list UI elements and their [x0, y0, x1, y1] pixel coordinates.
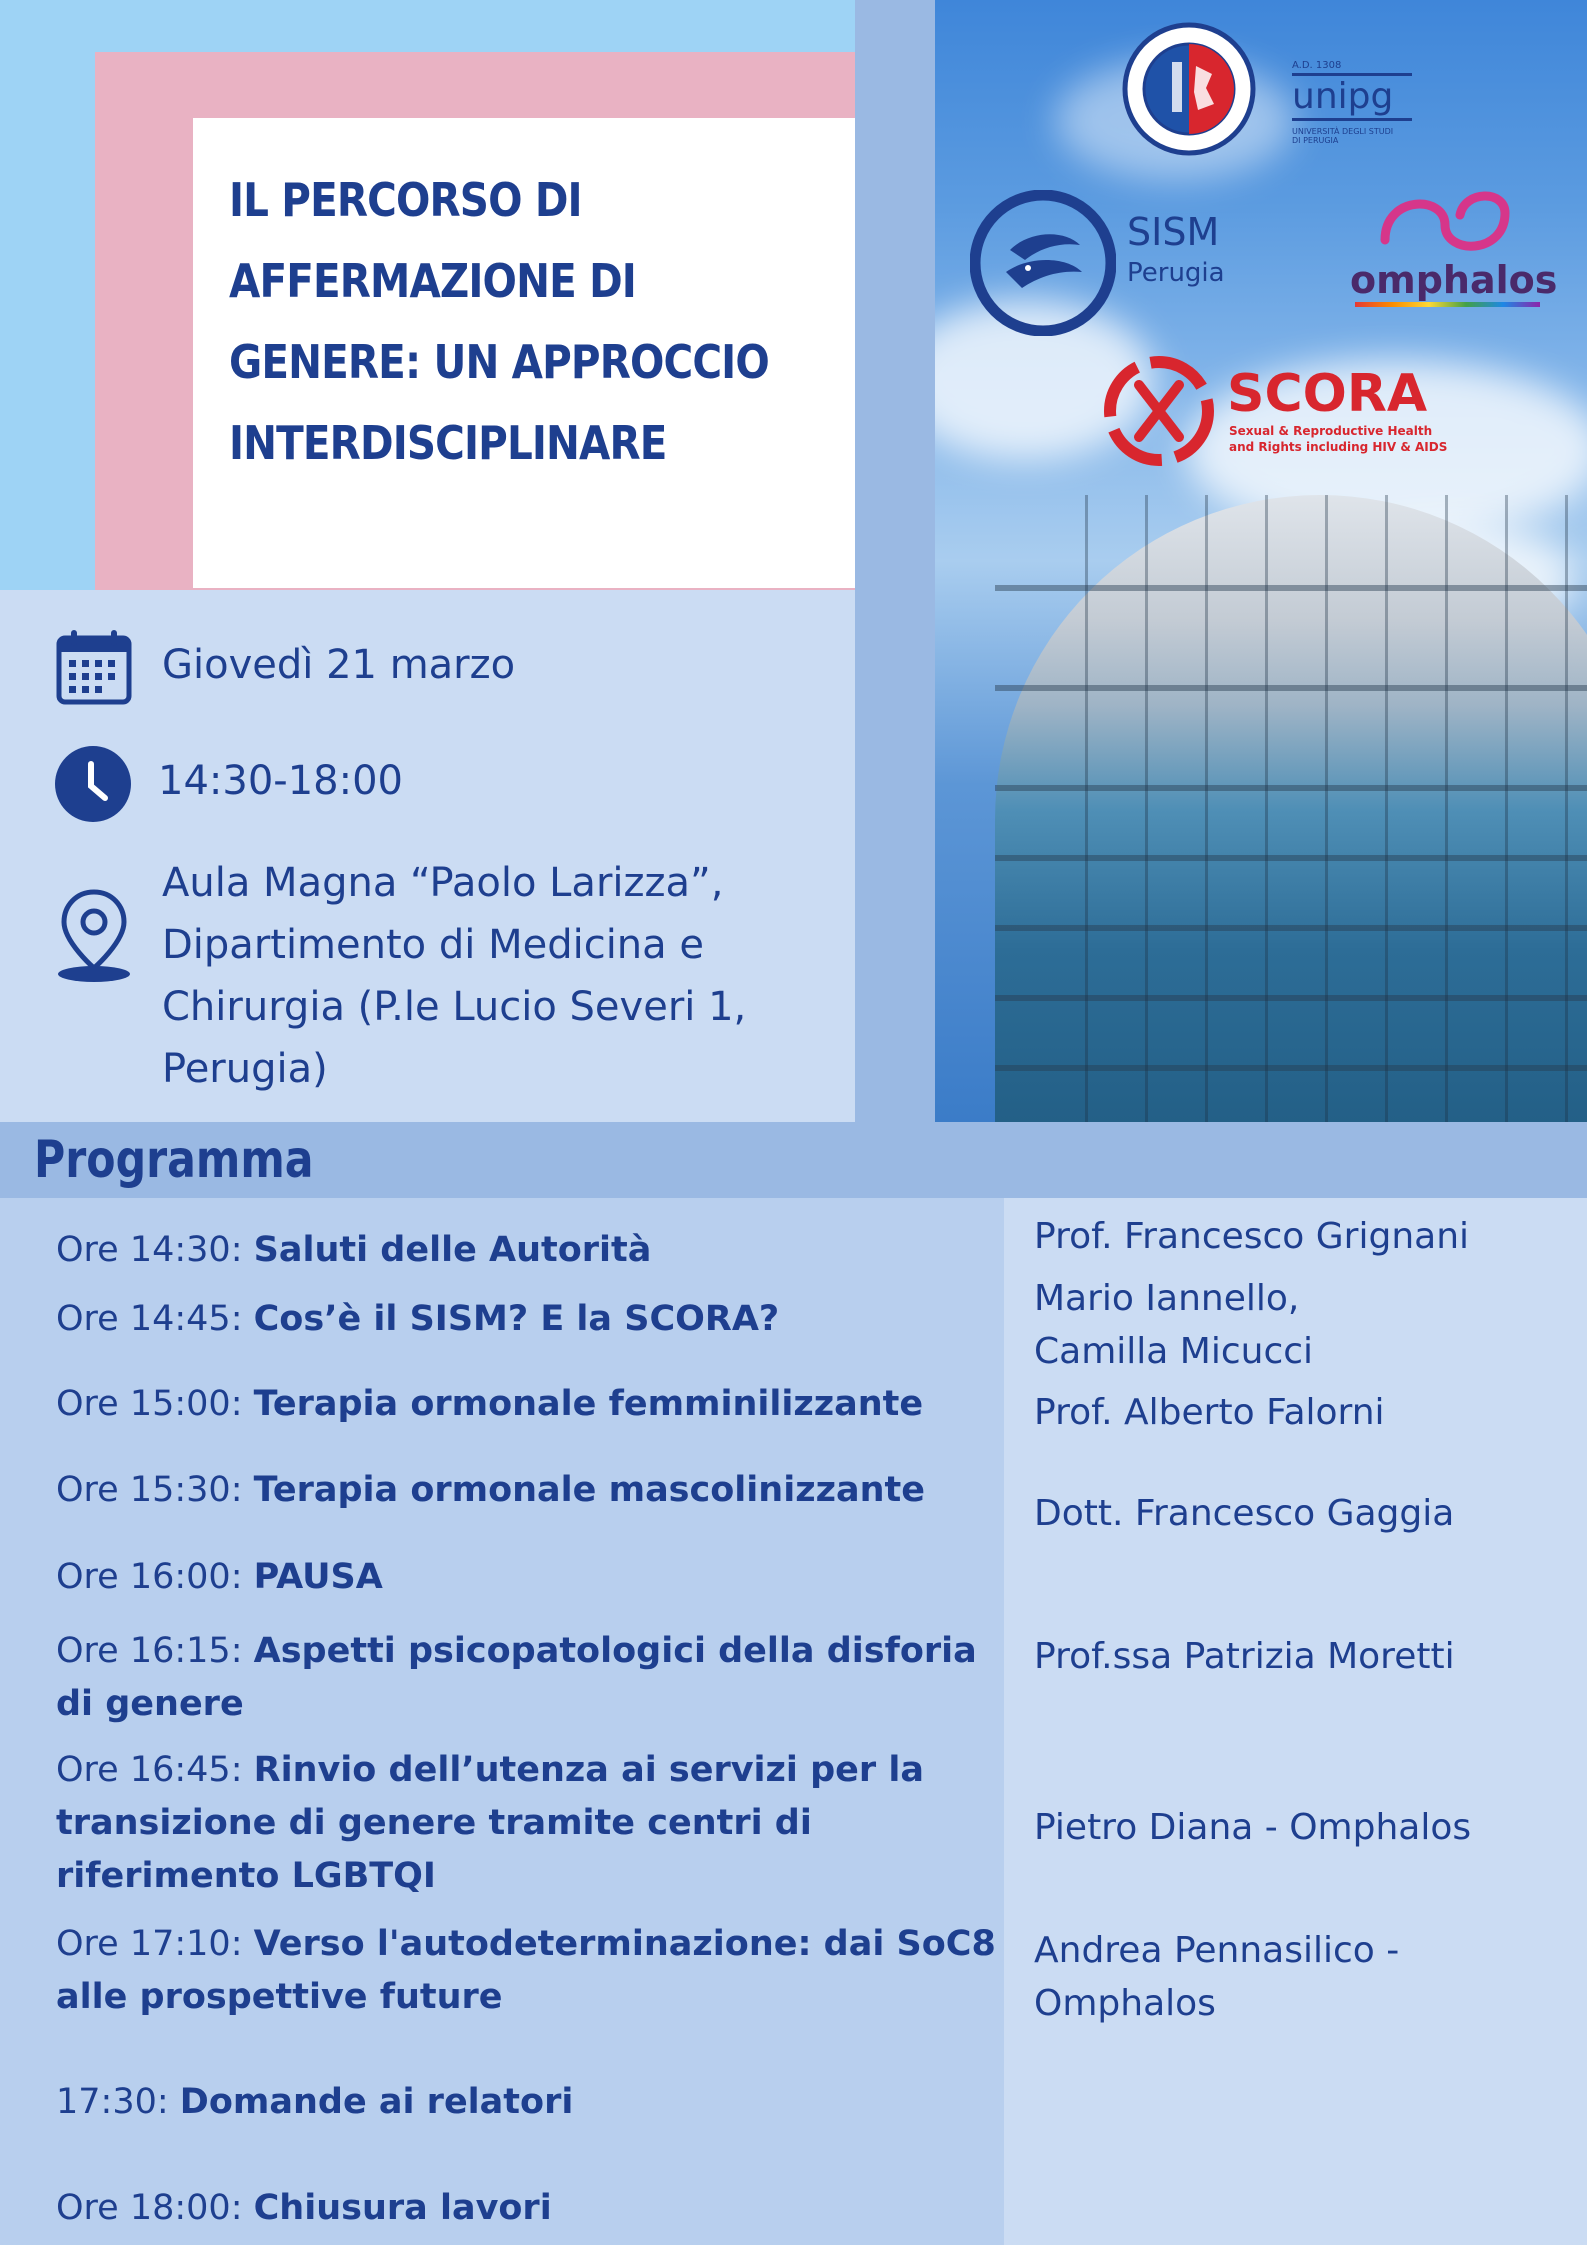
- event-title: IL PERCORSO DI AFFERMAZIONE DI GENERE: UN APPROCCIO INTERDISCIPLINARE: [229, 173, 769, 470]
- title-box: [193, 118, 855, 588]
- sism-name: SISM: [1127, 210, 1220, 254]
- schedule-item: [56, 1625, 1001, 1731]
- speaker-name: Pietro Diana - Omphalos: [1034, 1807, 1472, 1848]
- sism-city: Perugia: [1127, 258, 1225, 288]
- sism-logo: [970, 190, 1116, 336]
- divider-column: [855, 0, 935, 1122]
- schedule-item: [56, 1918, 1001, 2024]
- unipg-subtitle: UNIVERSITÀ DEGLI STUDI: [1292, 127, 1394, 136]
- schedule-item: [56, 1464, 1001, 1517]
- schedule-topic: Aspetti psicopatologici della disforia di genere: [56, 1631, 977, 1724]
- calendar-icon: [55, 628, 133, 706]
- omphalos-wordmark: omphalos: [1350, 258, 1558, 302]
- building-shape: [995, 495, 1587, 1122]
- speaker-name: Prof.ssa Patrizia Moretti: [1034, 1636, 1455, 1677]
- schedule-item: [56, 1224, 1001, 1277]
- speaker-name: Omphalos: [1034, 1983, 1216, 2024]
- schedule-time: Ore 18:00:: [56, 2188, 254, 2228]
- speaker-name: Mario Iannello,: [1034, 1278, 1300, 1319]
- unipg-logo: [1292, 60, 1432, 145]
- schedule-item: [56, 2076, 1001, 2129]
- schedule-topic: Terapia ormonale mascolinizzante: [253, 1470, 925, 1510]
- schedule-item: [56, 1378, 1001, 1431]
- event-location: [162, 852, 746, 1100]
- location-line: Perugia): [162, 1046, 328, 1092]
- program-heading: Programma: [34, 1130, 314, 1190]
- omphalos-symbol: [1375, 185, 1525, 255]
- schedule-item: [56, 1551, 1001, 1604]
- speaker-name: Prof. Francesco Grignani: [1034, 1216, 1470, 1257]
- schedule-topic: Rinvio dell’utenza ai servizi per la transizione di genere tramite centri di riferimento LGBTQI: [56, 1750, 924, 1896]
- unipg-subtitle: DI PERUGIA: [1292, 136, 1339, 145]
- speaker-name: Andrea Pennasilico -: [1034, 1930, 1400, 1971]
- location-line: Aula Magna “Paolo Larizza”,: [162, 860, 724, 906]
- speaker-name: Prof. Alberto Falorni: [1034, 1392, 1385, 1433]
- event-date: Giovedì 21 marzo: [162, 642, 516, 688]
- university-seal-logo: [1122, 22, 1256, 156]
- speaker-name: Dott. Francesco Gaggia: [1034, 1493, 1455, 1534]
- schedule-time: Ore 17:10:: [56, 1924, 254, 1964]
- clock-icon: [55, 746, 131, 822]
- info-panel: [0, 590, 855, 1122]
- location-line: Chirurgia (P.le Lucio Severi 1,: [162, 984, 747, 1030]
- schedule-topic: Cos’è il SISM? E la SCORA?: [253, 1299, 780, 1339]
- schedule-time: 17:30:: [56, 2082, 180, 2122]
- event-time: 14:30-18:00: [158, 758, 403, 804]
- schedule-time: Ore 14:45:: [56, 1299, 254, 1339]
- schedule-time: Ore 16:45:: [56, 1750, 254, 1790]
- schedule-topic: PAUSA: [253, 1557, 383, 1597]
- location-line: Dipartimento di Medicina e: [162, 922, 704, 968]
- omphalos-rainbow-bar: [1355, 302, 1540, 307]
- schedule-topic: Saluti delle Autorità: [253, 1230, 652, 1270]
- schedule-time: Ore 15:00:: [56, 1384, 254, 1424]
- schedule-topic: Chiusura lavori: [253, 2188, 552, 2228]
- schedule-time: Ore 14:30:: [56, 1230, 254, 1270]
- schedule-topic: Domande ai relatori: [179, 2082, 574, 2122]
- schedule-time: Ore 15:30:: [56, 1470, 254, 1510]
- scora-subtitle: Sexual & Reproductive Health: [1229, 424, 1433, 438]
- scora-name: SCORA: [1227, 364, 1428, 424]
- schedule-item: [56, 1744, 1001, 1903]
- unipg-year: A.D. 1308: [1292, 60, 1342, 71]
- schedule-item: [56, 1293, 1001, 1346]
- scora-subtitle: and Rights including HIV & AIDS: [1229, 440, 1448, 454]
- schedule-time: Ore 16:15:: [56, 1631, 254, 1671]
- building-photo: [935, 0, 1587, 1122]
- schedule-time: Ore 16:00:: [56, 1557, 254, 1597]
- schedule-topic: Verso l'autodeterminazione: dai SoC8 alle prospettive future: [56, 1924, 996, 2017]
- unipg-name: unipg: [1292, 76, 1394, 117]
- location-pin-icon: [54, 886, 134, 984]
- scora-logo: [1103, 355, 1215, 467]
- schedule-item: [56, 2182, 1001, 2235]
- schedule-topic: Terapia ormonale femminilizzante: [253, 1384, 924, 1424]
- speaker-name: Camilla Micucci: [1034, 1331, 1314, 1372]
